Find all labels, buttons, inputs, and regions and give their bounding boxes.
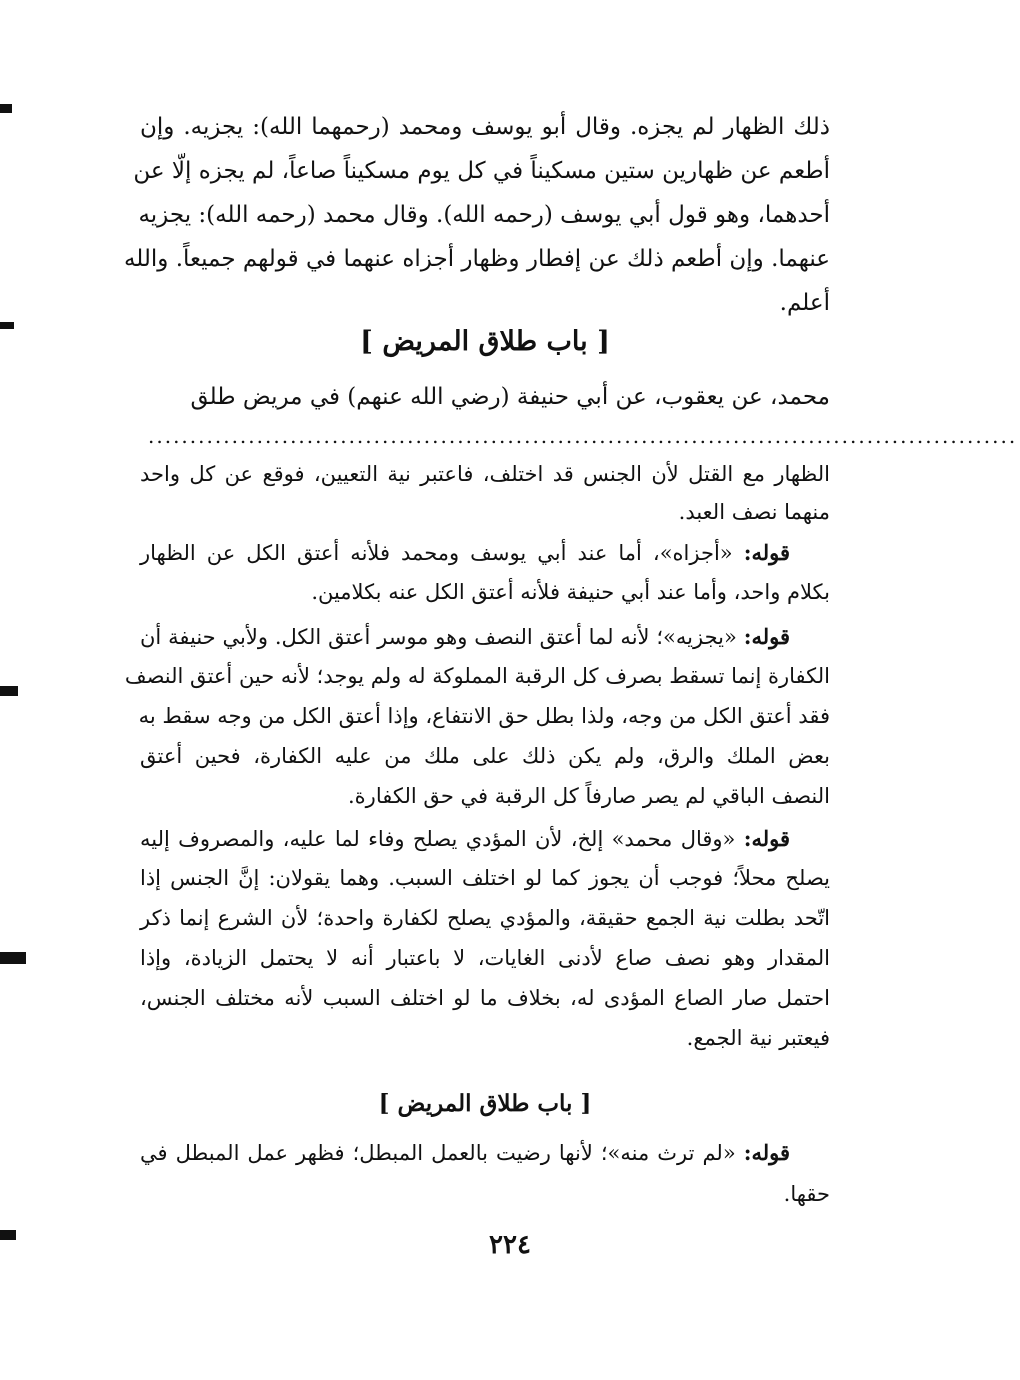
commentary-label: قوله: — [743, 624, 790, 649]
commentary-paragraph — [124, 624, 830, 824]
chapter-heading: [ باب طلاق المريض ] — [360, 326, 610, 357]
text-line: فيعتبر نية الجمع. — [686, 1026, 830, 1050]
text-line: اتّحد بطلت نية الجمع حقيقة، والمؤدي يصلح لكفارة واحدة؛ لأن الشرع إنما ذكر — [140, 906, 830, 930]
text-line: حقها. — [783, 1182, 830, 1206]
commentary-paragraph — [140, 826, 830, 1066]
text-line: محمد، عن يعقوب، عن أبي حنيفة (رضي الله عنهم) في مريض طلق — [190, 384, 830, 410]
margin-mark — [0, 686, 18, 696]
text-line: عنهما. وإن أطعم ذلك عن إفطار وظهار أجزاه عنهما في قولهم جميعاً. والله — [123, 246, 830, 272]
margin-mark — [0, 952, 26, 964]
text-line: ذلك الظهار لم يجزه. وقال أبو يوسف ومحمد (رحمهما الله): يجزيه. وإن — [140, 114, 830, 140]
text-line — [140, 1140, 830, 1165]
text-line: الظهار مع القتل لأن الجنس قد اختلف، فاعتبر نية التعيين، فوقع عن كل واحد — [140, 462, 830, 486]
commentary-label: قوله: — [743, 540, 790, 565]
margin-mark — [0, 1230, 16, 1240]
page-number: ٢٢٤ — [489, 1230, 531, 1260]
commentary-text: «لم ترث منه»؛ لأنها رضيت بالعمل المبطل؛ فظهر عمل المبطل في — [140, 1141, 736, 1165]
text-line: أحدهما، وهو قول أبي يوسف (رحمه الله). وقال محمد (رحمه الله): يجزيه — [138, 202, 830, 228]
commentary-text: «أجزاه»، أما عند أبي يوسف ومحمد فلأنه أعتق الكل عن الظهار — [140, 541, 733, 565]
text-line: أعلم. — [779, 290, 830, 316]
commentary-label: قوله: — [743, 1140, 790, 1165]
commentary-text: «يجزيه»؛ لأنه لما أعتق النصف وهو موسر أعتق الكل. ولأبي حنيفة أن — [140, 625, 737, 649]
text-line: منهما نصف العبد. — [678, 500, 830, 524]
main-text-paragraph — [123, 114, 830, 344]
section-heading: [ باب طلاق المريض ] — [378, 1090, 592, 1117]
text-line: يصلح محلاً؛ فوجب أن يجوز كما لو اختلف السبب. وهما يقولان: إنَّ الجنس إذا — [140, 866, 830, 890]
commentary-paragraph — [140, 462, 830, 542]
text-line: بكلام واحد، وأما عند أبي حنيفة فلأنه أعتق الكل عنه بكلامين. — [311, 580, 830, 604]
commentary-paragraph — [140, 540, 830, 620]
text-line: المقدار وهو نصف صاع لأدنى الغايات، لا باعتبار أنه لا يحتمل الزيادة، وإذا — [140, 946, 830, 970]
text-line: أطعم عن ظهارين ستين مسكيناً في كل يوم مسكيناً صاعاً، لم يجزه إلّا عن — [133, 158, 830, 184]
text-line — [140, 826, 830, 851]
text-line — [140, 540, 830, 565]
commentary-text: «وقال محمد» إلخ، لأن المؤدي يصلح وفاء لما عليه، والمصروف إليه — [140, 827, 736, 851]
text-line: احتمل صار الصاع المؤدى له، بخلاف ما لو اختلف السبب لأنه مختلف الجنس، — [140, 986, 830, 1010]
text-line: بعض الملك والرق، ولم يكن ذلك على ملك من عليه الكفارة، فحين أعتق — [140, 744, 830, 768]
commentary-label: قوله: — [743, 826, 790, 851]
text-line: فقد أعتق الكل من وجه، ولذا بطل حق الانتفاع، وإذا أعتق الكل من وجه سقط به — [138, 704, 830, 728]
margin-mark — [0, 322, 14, 329]
text-line — [140, 624, 830, 649]
text-line: الكفارة إنما تسقط بصرف كل الرقبة المملوكة له ولم يوجد؛ لأنه حين أعتق النصف — [124, 664, 830, 688]
margin-mark — [0, 104, 12, 113]
text-line: النصف الباقي لم يصر صارفاً كل الرقبة في حق الكفارة. — [348, 784, 830, 808]
dotted-separator: ........................................................................................................ — [148, 424, 1018, 448]
commentary-paragraph — [140, 1140, 830, 1220]
chain-paragraph — [140, 384, 830, 424]
